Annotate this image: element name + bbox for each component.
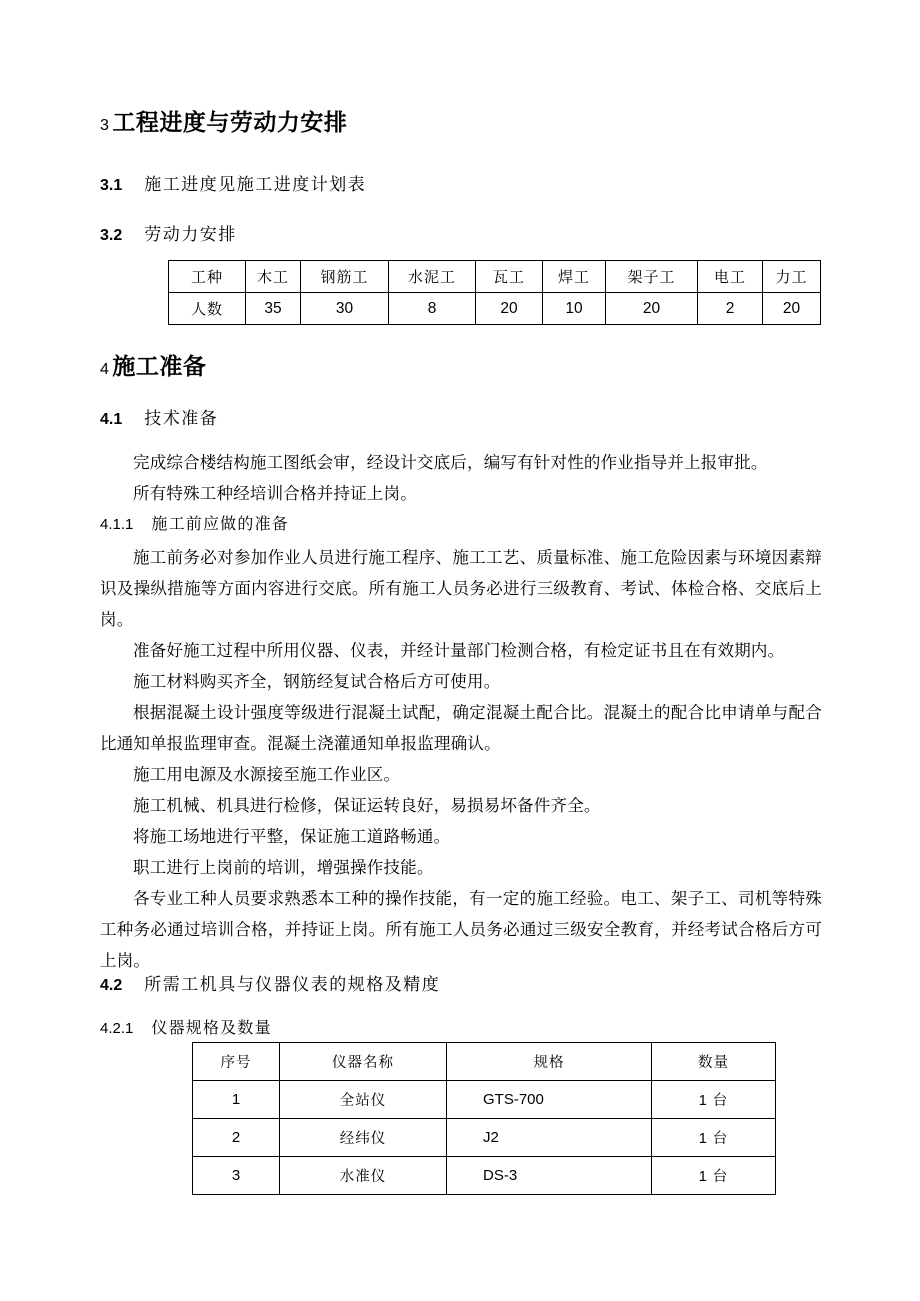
instrument-spec-0: GTS-700 <box>447 1081 652 1119</box>
paragraph-trade-skill-requirements: 各专业工种人员要求熟悉本工种的操作技能，有一定的施工经验。电工、架子工、司机等特殊工种务必通过培训合格，并持证上岗。所有施工人员务必通过三级安全教育，并经考试合格后方可上岗。 <box>100 889 822 970</box>
heading-section-3-number: 3 <box>100 117 110 134</box>
heading-section-4-2-1 <box>100 1015 272 1038</box>
instrument-qty-1: 1 台 <box>652 1119 776 1157</box>
heading-section-4-2-1-text: 仪器规格及数量 <box>151 1018 272 1037</box>
table-header-row <box>193 1043 776 1081</box>
instrument-seq-2: 3 <box>193 1157 280 1195</box>
heading-section-4 <box>100 348 206 381</box>
instrument-header-name: 仪器名称 <box>280 1043 447 1081</box>
labour-trade-3: 瓦工 <box>476 261 543 293</box>
labour-trade-2: 水泥工 <box>389 261 476 293</box>
heading-section-4-1 <box>100 404 218 429</box>
paragraph-site-leveling: 将施工场地进行平整，保证施工道路畅通。 <box>133 827 451 846</box>
heading-section-3-1 <box>100 170 366 195</box>
heading-section-4-2-1-number: 4.2.1 <box>100 1020 134 1037</box>
labour-trade-0: 木工 <box>246 261 301 293</box>
labour-count-7: 20 <box>763 293 821 325</box>
instrument-header-qty: 数量 <box>652 1043 776 1081</box>
instrument-spec-1: J2 <box>447 1119 652 1157</box>
table-row <box>169 261 821 293</box>
labour-count-5: 20 <box>606 293 698 325</box>
instrument-name-1: 经纬仪 <box>280 1119 447 1157</box>
labour-arrangement-table <box>168 260 821 325</box>
heading-section-4-1-text: 技术准备 <box>144 409 219 429</box>
table-row <box>193 1157 776 1195</box>
paragraph-pre-construction-briefing: 施工前务必对参加作业人员进行施工程序、施工工艺、质量标准、施工危险因素与环境因素辩识及操纵措施等方面内容进行交底。所有施工人员务必进行三级教育、考试、体检合格、交底后上岗。 <box>100 548 822 629</box>
heading-section-3-1-text: 施工进度见施工进度计划表 <box>144 175 367 195</box>
instrument-spec-2: DS-3 <box>447 1157 652 1195</box>
table-row <box>169 293 821 325</box>
labour-trade-4: 焊工 <box>543 261 606 293</box>
heading-section-4-text: 施工准备 <box>112 353 207 379</box>
labour-count-1: 30 <box>301 293 389 325</box>
labour-count-6: 2 <box>698 293 763 325</box>
heading-section-4-2-number: 4.2 <box>100 977 123 994</box>
labour-trade-5: 架子工 <box>606 261 698 293</box>
paragraph-power-water-supply: 施工用电源及水源接至施工作业区。 <box>133 765 401 784</box>
instrument-specification-table <box>192 1042 776 1195</box>
heading-section-4-1-1 <box>100 511 289 534</box>
labour-trade-1: 钢筋工 <box>301 261 389 293</box>
instrument-qty-2: 1 台 <box>652 1157 776 1195</box>
instrument-seq-0: 1 <box>193 1081 280 1119</box>
labour-row-label-count: 人数 <box>169 293 246 325</box>
paragraph-drawing-review: 完成综合楼结构施工图纸会审，经设计交底后，编写有针对性的作业指导并上报审批。 <box>133 453 768 472</box>
instrument-header-seq: 序号 <box>193 1043 280 1081</box>
labour-row-label-trade: 工种 <box>169 261 246 293</box>
paragraph-concrete-mix-ratio: 根据混凝土设计强度等级进行混凝土试配，确定混凝土配合比。混凝土的配合比申请单与配合比通知单报监理审查。混凝土浇灌通知单报监理确认。 <box>100 703 822 753</box>
paragraph-staff-training: 职工进行上岗前的培训，增强操作技能。 <box>133 858 434 877</box>
labour-trade-7: 力工 <box>763 261 821 293</box>
paragraph-instrument-calibration: 准备好施工过程中所用仪器、仪表，并经计量部门检测合格，有检定证书且在有效期内。 <box>133 641 785 660</box>
instrument-seq-1: 2 <box>193 1119 280 1157</box>
labour-count-4: 10 <box>543 293 606 325</box>
labour-trade-6: 电工 <box>698 261 763 293</box>
heading-section-3-2-text: 劳动力安排 <box>144 225 237 245</box>
instrument-name-0: 全站仪 <box>280 1081 447 1119</box>
instrument-header-spec: 规格 <box>447 1043 652 1081</box>
heading-section-3-1-number: 3.1 <box>100 177 123 194</box>
heading-section-3-2-number: 3.2 <box>100 227 123 244</box>
instrument-name-2: 水准仪 <box>280 1157 447 1195</box>
heading-section-4-2 <box>100 970 440 995</box>
table-row <box>193 1119 776 1157</box>
heading-section-4-1-1-number: 4.1.1 <box>100 516 134 533</box>
labour-count-2: 8 <box>389 293 476 325</box>
paragraph-material-purchase: 施工材料购买齐全，钢筋经复试合格后方可使用。 <box>133 672 501 691</box>
heading-section-3 <box>100 104 347 137</box>
paragraph-machinery-maintenance: 施工机械、机具进行检修，保证运转良好，易损易坏备件齐全。 <box>133 796 601 815</box>
heading-section-4-1-number: 4.1 <box>100 411 123 428</box>
instrument-qty-0: 1 台 <box>652 1081 776 1119</box>
paragraph-special-trades-certified: 所有特殊工种经培训合格并持证上岗。 <box>133 484 417 503</box>
heading-section-3-2 <box>100 220 237 245</box>
heading-section-4-2-text: 所需工机具与仪器仪表的规格及精度 <box>144 975 441 995</box>
table-row <box>193 1081 776 1119</box>
heading-section-4-1-1-text: 施工前应做的准备 <box>151 514 289 533</box>
heading-section-4-number: 4 <box>100 361 110 378</box>
labour-count-3: 20 <box>476 293 543 325</box>
labour-count-0: 35 <box>246 293 301 325</box>
heading-section-3-text: 工程进度与劳动力安排 <box>112 109 348 135</box>
